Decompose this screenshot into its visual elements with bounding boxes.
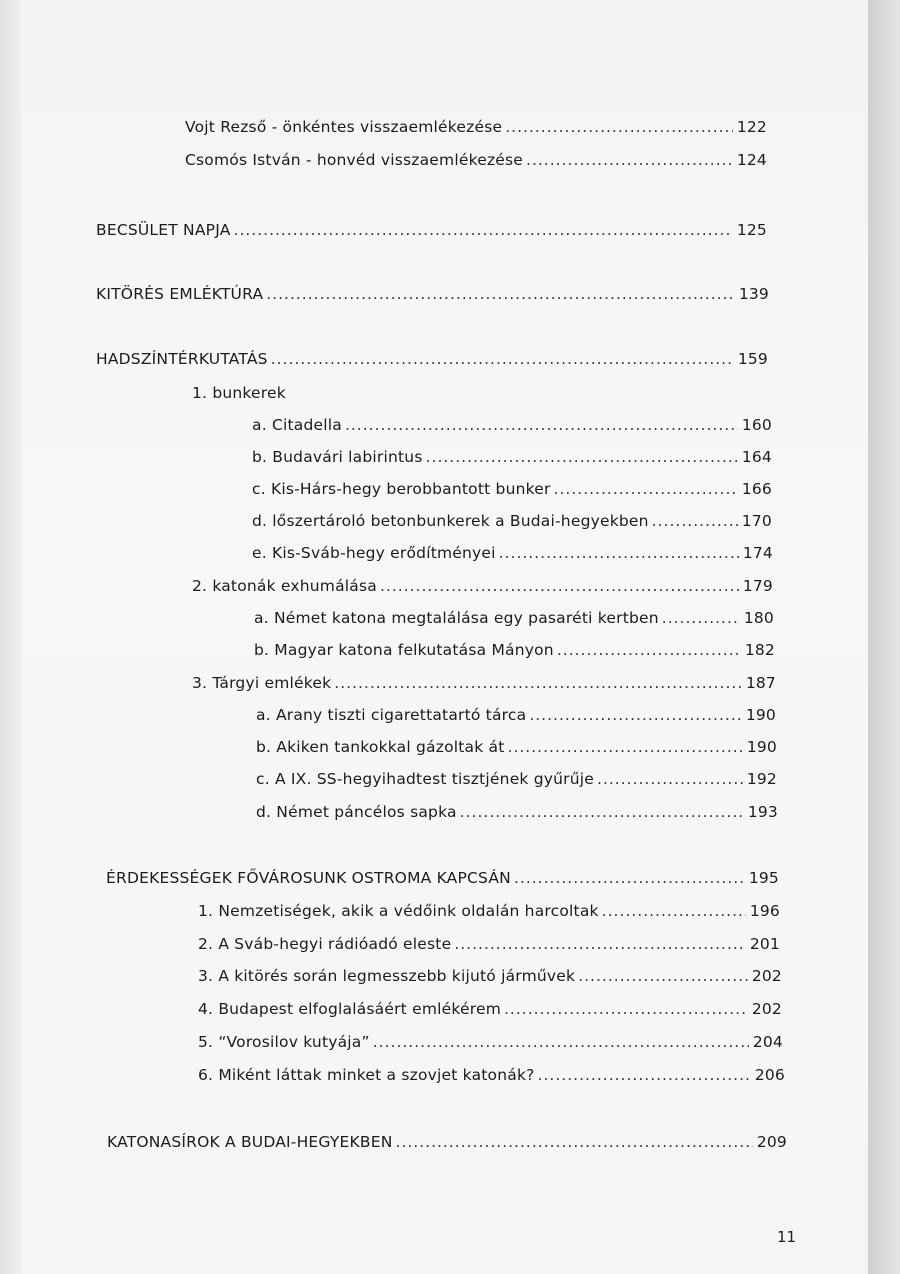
- toc-entry: [254, 641, 775, 673]
- toc-entry-page: 122: [736, 118, 767, 136]
- toc-entry-page: 190: [746, 738, 777, 756]
- toc-entry-title: KITÖRÉS EMLÉKTÚRA: [96, 285, 264, 303]
- toc-entry-title: a. Arany tiszti cigarettatartó tárca: [256, 706, 527, 724]
- toc-leader-dots: [373, 1033, 749, 1051]
- toc-entry-title: a. Német katona megtalálása egy pasaréti kertben: [254, 609, 659, 627]
- toc-entry-page: 196: [749, 902, 780, 920]
- toc-entry-title: KATONASÍROK A BUDAI-HEGYEKBEN: [107, 1133, 393, 1151]
- toc-entry-page: 202: [751, 967, 782, 985]
- toc-entry: [185, 151, 767, 183]
- toc-leader-dots: [345, 416, 738, 434]
- toc-entry: [198, 1033, 783, 1065]
- toc-entry-title: 1. bunkerek: [192, 384, 286, 402]
- toc-leader-dots: [554, 480, 738, 498]
- toc-entry-page: 204: [752, 1033, 783, 1051]
- toc-entry-page: 164: [741, 448, 772, 466]
- toc-entry: [198, 935, 780, 967]
- toc-entry-title: ÉRDEKESSÉGEK FŐVÁROSUNK OSTROMA KAPCSÁN: [106, 869, 511, 887]
- toc-entry: [252, 480, 772, 512]
- toc-entry: [252, 448, 772, 480]
- toc-leader-dots: [234, 221, 733, 239]
- toc-entry: [96, 221, 767, 253]
- toc-leader-dots: [504, 1000, 748, 1018]
- toc-leader-dots: [266, 285, 735, 303]
- toc-leader-dots: [508, 738, 743, 756]
- toc-entry: [252, 416, 772, 448]
- toc-leader-dots: [597, 770, 743, 788]
- toc-leader-dots: [652, 512, 738, 530]
- toc-entry: [198, 1000, 782, 1032]
- toc-entry-page: 139: [738, 285, 769, 303]
- toc-entry-page: 125: [736, 221, 767, 239]
- toc-entry-page: 179: [742, 577, 773, 595]
- toc-entry-page: 201: [749, 935, 780, 953]
- toc-entry-page: 187: [745, 674, 776, 692]
- toc-leader-dots: [426, 448, 738, 466]
- toc-entry-page: 209: [756, 1133, 787, 1151]
- toc-entry-title: 4. Budapest elfoglalásáért emlékérem: [198, 1000, 501, 1018]
- toc-entry: [106, 869, 779, 901]
- page-right-edge: [868, 0, 900, 1274]
- toc-entry-title: e. Kis-Sváb-hegy erődítményei: [252, 544, 496, 562]
- toc-entry-page: 206: [754, 1066, 785, 1084]
- toc-entry-page: 160: [741, 416, 772, 434]
- toc-entry: [185, 118, 767, 150]
- toc-entry-page: 190: [745, 706, 776, 724]
- toc-leader-dots: [271, 350, 734, 368]
- toc-leader-dots: [662, 609, 740, 627]
- toc-entry: [96, 350, 768, 382]
- toc-entry-page: 193: [747, 803, 778, 821]
- toc-entry: [198, 1066, 785, 1098]
- toc-entry: [254, 609, 774, 641]
- toc-entry-page: 174: [742, 544, 773, 562]
- toc-entry-page: 202: [751, 1000, 782, 1018]
- toc-entry: [256, 738, 777, 770]
- toc-entry-title: 3. A kitörés során legmesszebb kijutó járművek: [198, 967, 576, 985]
- toc-entry: [192, 384, 492, 416]
- toc-entry-title: 6. Miként láttak minket a szovjet katonák?: [198, 1066, 535, 1084]
- toc-entry-title: Vojt Rezső - önkéntes visszaemlékezése: [185, 118, 503, 136]
- toc-leader-dots: [460, 803, 744, 821]
- toc-entry-title: b. Akiken tankokkal gázoltak át: [256, 738, 505, 756]
- toc-entry-page: 159: [737, 350, 768, 368]
- toc-entry-title: 2. katonák exhumálása: [192, 577, 377, 595]
- toc-entry: [198, 967, 782, 999]
- toc-entry: [252, 512, 772, 544]
- toc-leader-dots: [505, 118, 733, 136]
- toc-leader-dots: [526, 151, 733, 169]
- toc-entry-page: 195: [748, 869, 779, 887]
- toc-entry-page: 124: [736, 151, 767, 169]
- toc-entry-title: c. A IX. SS-hegyihadtest tisztjének gyűrűje: [256, 770, 595, 788]
- toc-entry-title: HADSZÍNTÉRKUTATÁS: [96, 350, 268, 368]
- toc-entry-title: d. Német páncélos sapka: [256, 803, 457, 821]
- toc-entry-title: 3. Tárgyi emlékek: [192, 674, 332, 692]
- toc-leader-dots: [602, 902, 746, 920]
- toc-entry-title: BECSÜLET NAPJA: [96, 221, 231, 239]
- page-gutter-shadow: [0, 0, 22, 1274]
- toc-leader-dots: [529, 706, 742, 724]
- toc-entry-page: 182: [744, 641, 775, 659]
- toc-entry-title: d. lőszertároló betonbunkerek a Budai-hegyekben: [252, 512, 649, 530]
- toc-leader-dots: [514, 869, 745, 887]
- toc-entry-title: b. Magyar katona felkutatása Mányon: [254, 641, 554, 659]
- toc-leader-dots: [538, 1066, 751, 1084]
- toc-entry: [256, 770, 777, 802]
- toc-leader-dots: [396, 1133, 753, 1151]
- toc-entry-title: b. Budavári labirintus: [252, 448, 423, 466]
- toc-entry-title: a. Citadella: [252, 416, 342, 434]
- toc-entry-page: 166: [741, 480, 772, 498]
- toc-leader-dots: [578, 967, 748, 985]
- toc-entry-page: 170: [741, 512, 772, 530]
- toc-leader-dots: [454, 935, 746, 953]
- toc-entry: [256, 803, 778, 835]
- toc-leader-dots: [557, 641, 741, 659]
- toc-entry: [192, 674, 776, 706]
- toc-leader-dots: [334, 674, 742, 692]
- toc-entry-title: 2. A Sváb-hegyi rádióadó eleste: [198, 935, 452, 953]
- toc-entry-page: 180: [743, 609, 774, 627]
- toc-entry-title: 5. “Vorosilov kutyája”: [198, 1033, 370, 1051]
- toc-entry: [256, 706, 776, 738]
- toc-entry-title: c. Kis-Hárs-hegy berobbantott bunker: [252, 480, 551, 498]
- toc-entry: [192, 577, 773, 609]
- page-number: 11: [777, 1228, 797, 1246]
- toc-entry: [198, 902, 780, 934]
- toc-leader-dots: [499, 544, 739, 562]
- toc-entry-page: 192: [746, 770, 777, 788]
- toc-entry: [96, 285, 769, 317]
- toc-entry-title: Csomós István - honvéd visszaemlékezése: [185, 151, 524, 169]
- toc-leader-dots: [380, 577, 739, 595]
- toc-entry-title: 1. Nemzetiségek, akik a védőink oldalán harcoltak: [198, 902, 599, 920]
- toc-entry: [107, 1133, 787, 1165]
- toc-entry: [252, 544, 773, 576]
